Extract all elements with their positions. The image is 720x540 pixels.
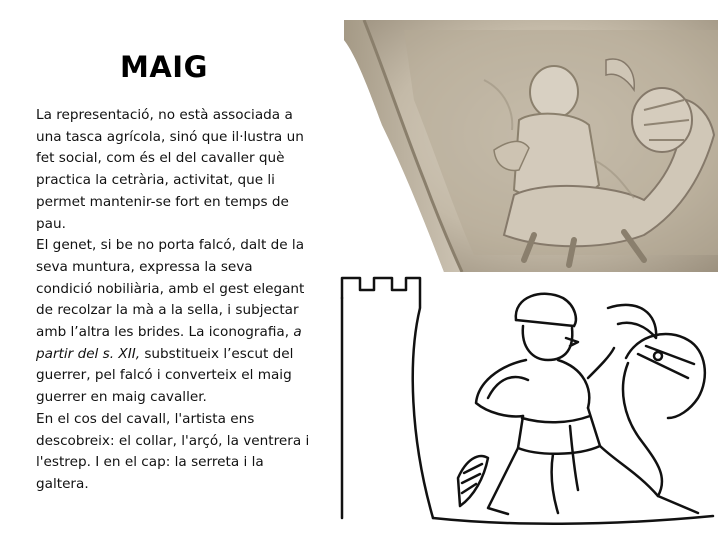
slide-title: MAIG — [120, 50, 208, 84]
paragraph-2-start: El genet, si be no porta falcó, dalt de la seva muntura, expressa la seva condició nobiliària, amb el gest elegant de recolzar la mà a la sella, i subjectar amb l’altra les brides. La iconografia, — [36, 237, 305, 341]
line-drawing-rider — [338, 268, 718, 530]
body-text — [36, 105, 311, 496]
paragraph-1: La representació, no està associada a una tasca agrícola, sinó que il·lustra un fet social, com és el del cavaller què practica la cetrària, activitat, que li permet mantenir-se fort en temps de pau. — [36, 107, 304, 232]
paragraph-2-italic: a partir del s. XII, — [36, 324, 302, 362]
paragraph-2 — [36, 235, 311, 409]
paragraph-2-end: substitueix l’escut del guerrer, pel falcó i converteix el maig guerrer en maig cavaller. — [36, 345, 294, 406]
stone-relief-photo — [344, 20, 718, 272]
paragraph-3: En el cos del cavall, l'artista ens descobreix: el collar, l'arçó, la ventrera i l'estrep. I en el cap: la serreta i la galtera. — [36, 410, 310, 492]
